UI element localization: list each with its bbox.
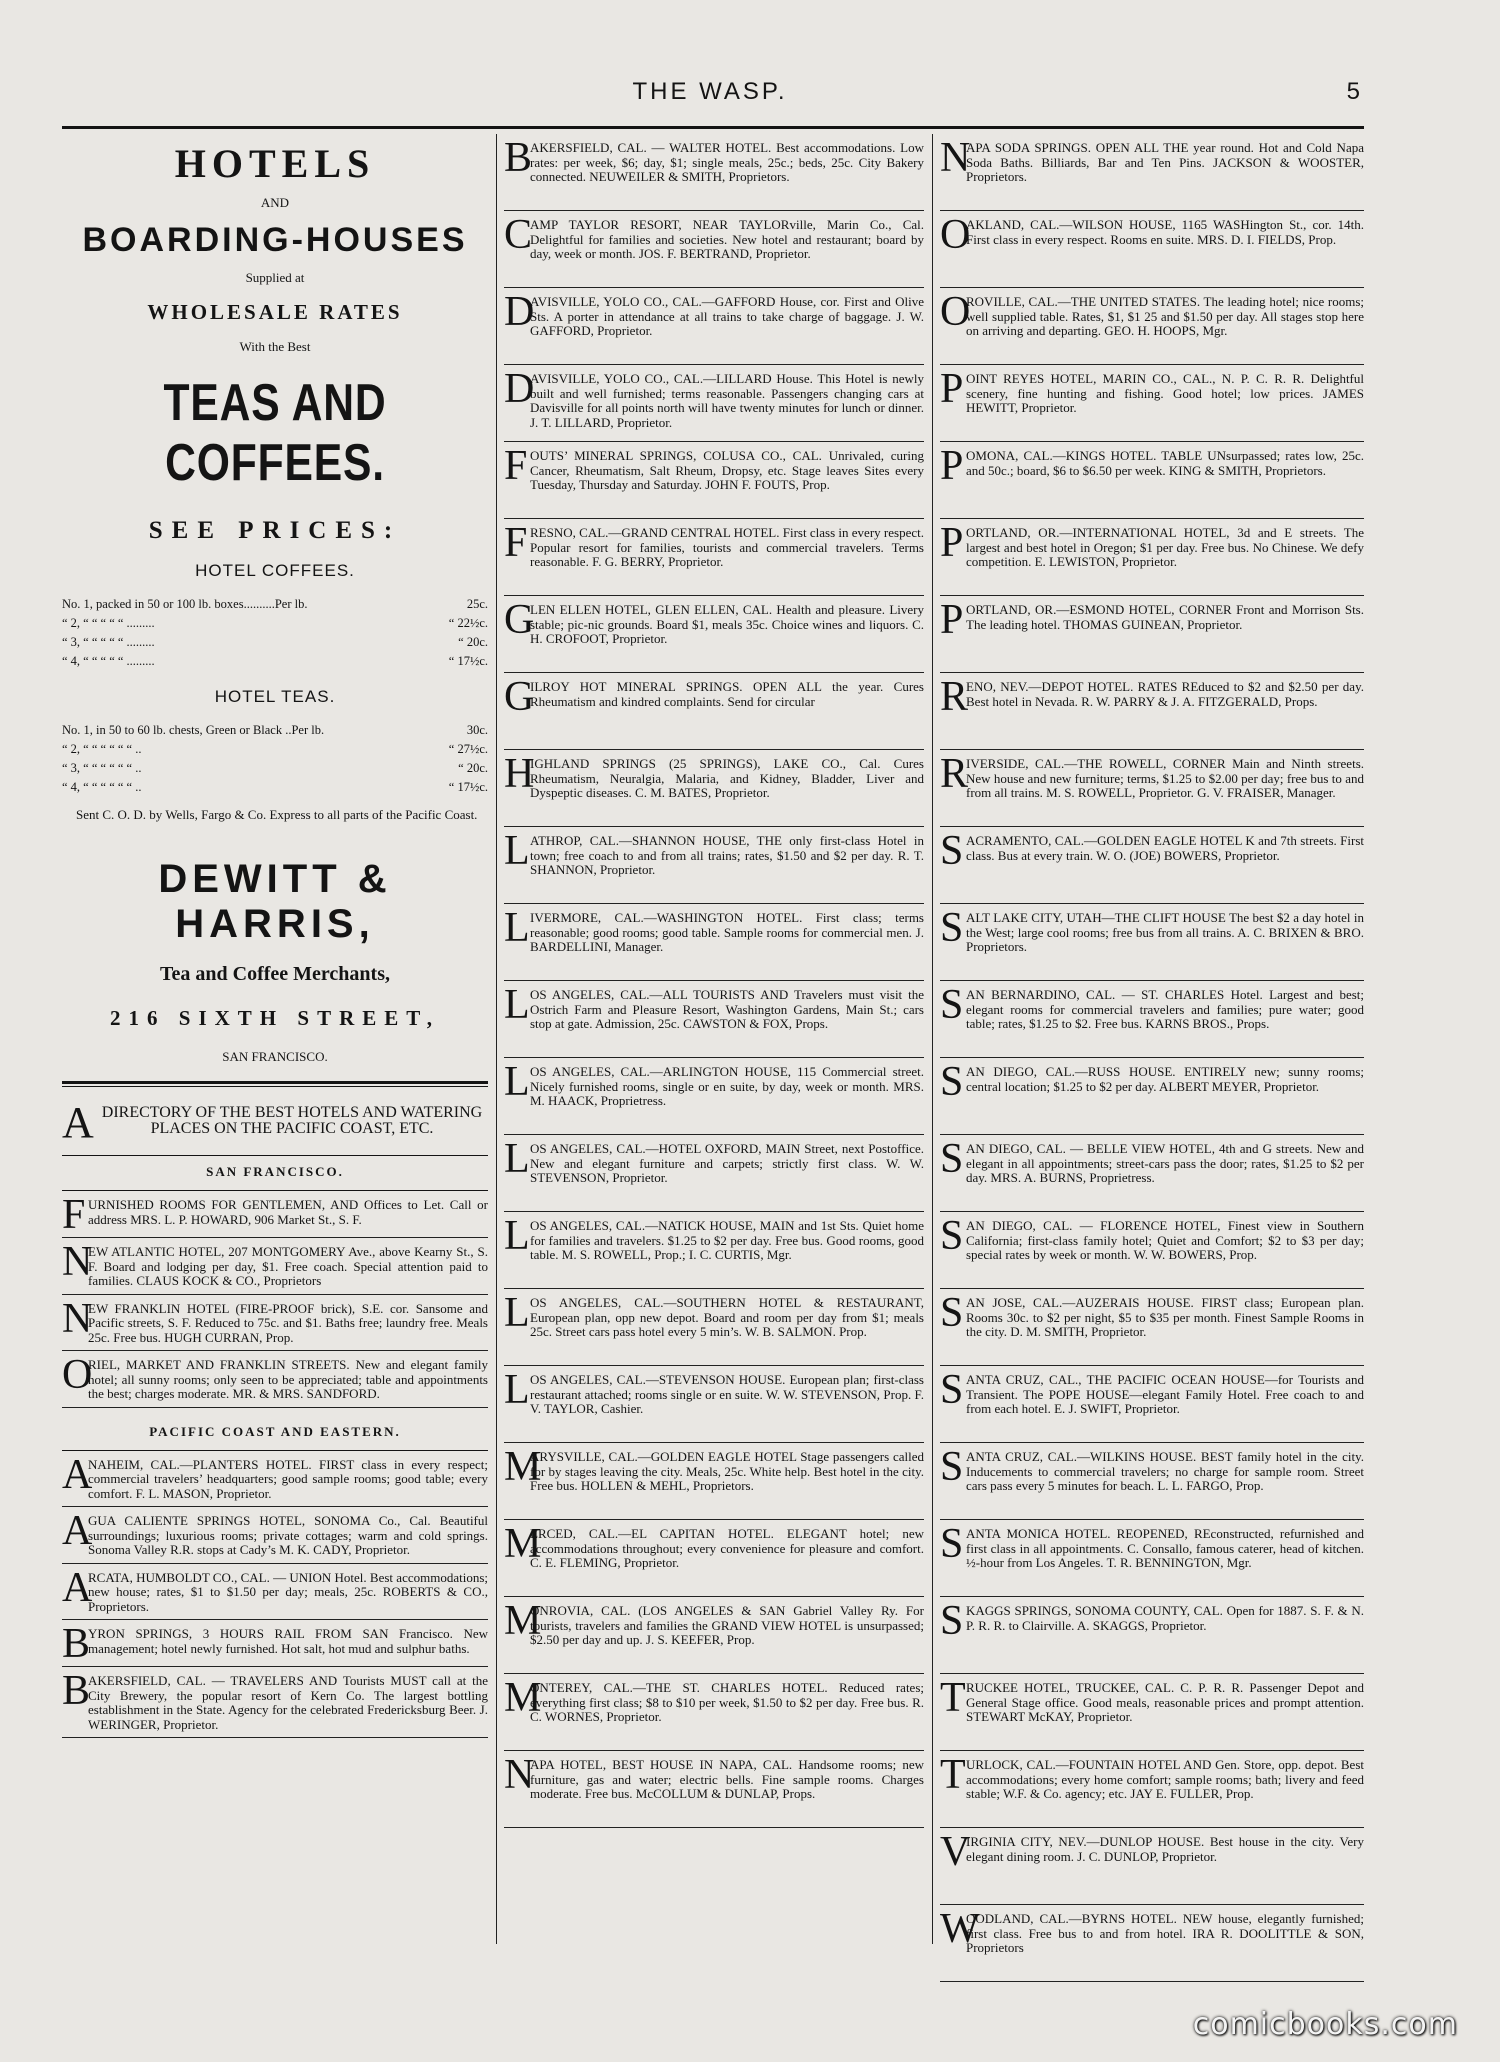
price-label: No. 1, packed in 50 or 100 lb. boxes..........Per lb.: [62, 597, 308, 611]
drop-cap: P: [940, 520, 964, 566]
listing-entry: [504, 981, 924, 1058]
listing-text: OS ANGELES, CAL.—SOUTHERN HOTEL & RESTAURANT, European plan, opp new depot. Board and room per day from $1; meals 25c. Street cars pass hotel every 5 min’s. W. B. SALMON. Prop.: [530, 1295, 924, 1339]
listing-text: ANTA MONICA HOTEL. REOPENED, REconstructed, refurnished and first class in all appointments. C. Consallo, famous caterer, head of kitchen. ½-hour from Los Angeles. T. R. BENNINGTON, Mgr.: [966, 1526, 1364, 1570]
listing-text: OS ANGELES, CAL.—HOTEL OXFORD, MAIN Street, next Postoffice. New and elegant furniture and carpets; strictly first class. W. W. STEVENSON, Proprietor.: [530, 1141, 924, 1185]
drop-cap: S: [940, 1367, 964, 1413]
drop-cap: L: [504, 1059, 530, 1105]
listing-text: ROVILLE, CAL.—THE UNITED STATES. The leading hotel; nice rooms; well supplied table. Rates, $1, $1 25 and $1.50 per day. All stages stop here on arriving and departing. GEO. H. HOOPS, Mgr.: [966, 294, 1364, 338]
teas-coffees-heading: TEAS AND COFFEES.: [163, 374, 387, 492]
listing-entry: [940, 1828, 1364, 1905]
listing-text: OS ANGELES, CAL.—ARLINGTON HOUSE, 115 Commercial street. Nicely furnished rooms, single or en suite, by day, week or month. MRS. M. HAACK, Proprietress.: [530, 1064, 924, 1108]
listing-text: ANTA CRUZ, CAL.—WILKINS HOUSE. BEST family hotel in the city. Inducements to commercial travelers; no charge for sample room. Street cars pass every 5 minutes for beach. L. L. FARGO, Prop.: [966, 1449, 1364, 1493]
listing-entry: [62, 1564, 488, 1621]
listing-text: IRGINIA CITY, NEV.—DUNLOP HOUSE. Best house in the city. Very elegant dining room. J. C. DUNLOP, Proprietor.: [966, 1834, 1364, 1864]
drop-cap: T: [940, 1675, 966, 1721]
price-value: 30c.: [466, 723, 488, 737]
drop-cap: S: [940, 1213, 964, 1259]
listing-entry: [940, 1751, 1364, 1828]
listing-text: AMP TAYLOR RESORT, NEAR TAYLORville, Marin Co., Cal. Delightful for families and societies. New hotel and restaurant; board by day, week or month. JOS. F. BERTRAND, Proprietor.: [530, 217, 924, 261]
price-row: [62, 759, 488, 778]
drop-cap: G: [504, 674, 535, 720]
sf-listings: [62, 1191, 488, 1408]
drop-cap: S: [940, 1290, 964, 1336]
listing-entry: [62, 1351, 488, 1408]
listing-entry: [62, 1620, 488, 1667]
listing-text: URLOCK, CAL.—FOUNTAIN HOTEL AND Gen. Store, opp. depot. Best accommodations; every home comfort; sample rooms; bath; livery and feed stable; W.F. & Co. agency; etc. JAY E. FULLER, Prop.: [966, 1757, 1364, 1801]
divider: [62, 1081, 488, 1084]
listing-entry: [940, 1212, 1364, 1289]
listing-entry: [940, 134, 1364, 211]
listing-entry: [940, 1520, 1364, 1597]
listing-entry: [940, 673, 1364, 750]
listing-text: OODLAND, CAL.—BYRNS HOTEL. NEW house, elegantly furnished; first class. Free bus to and from hotel. IRA R. DOOLITTLE & SON, Proprietors: [966, 1911, 1364, 1955]
listing-text: ACRAMENTO, CAL.—GOLDEN EAGLE HOTEL K and 7th streets. First class. Bus at every train. W. O. (JOE) BOWERS, Proprietor.: [966, 833, 1364, 863]
listing-entry: [62, 1451, 488, 1508]
listing-entry: [62, 1507, 488, 1564]
price-value: “ 20c.: [458, 761, 488, 775]
listing-text: AN DIEGO, CAL. — BELLE VIEW HOTEL, 4th and G streets. New and elegant in all appointments; street-cars pass the door; rates, $1.25 to $2 per day. MRS. A. BURNS, Proprietress.: [966, 1141, 1364, 1185]
listing-text: OMONA, CAL.—KINGS HOTEL. TABLE UNsurpassed; rates low, 25c. and 50c.; board, $6 to $6.50 per week. KING & SMITH, Proprietors.: [966, 448, 1364, 478]
drop-cap: M: [504, 1675, 542, 1721]
drop-cap: M: [504, 1598, 542, 1644]
drop-cap: L: [504, 982, 530, 1028]
listing-text: IVERMORE, CAL.—WASHINGTON HOTEL. First class; terms reasonable; good rooms; good table. Sample rooms for commercial men. J. BARDELLINI, Manager.: [530, 910, 924, 954]
drop-cap: O: [62, 1352, 93, 1398]
listing-entry: [504, 904, 924, 981]
teas-price-list: [62, 721, 488, 797]
listing-entry: [940, 365, 1364, 442]
drop-cap: S: [940, 1598, 964, 1644]
listing-entry: [62, 1191, 488, 1238]
listing-entry: [62, 1295, 488, 1352]
listing-text: ILROY HOT MINERAL SPRINGS. OPEN ALL the year. Cures Rheumatism and kindred complaints. Send for circular: [530, 679, 924, 709]
drop-cap: N: [504, 1752, 535, 1798]
price-value: “ 27½c.: [448, 742, 488, 756]
drop-cap: G: [504, 597, 535, 643]
listing-text: IVERSIDE, CAL.—THE ROWELL, CORNER Main and Ninth streets. New house and new furniture; terms, $1.25 to $2.00 per day; free bus to and from all trains. M. S. ROWELL, Proprietor. G. V. FRAISER, Manager.: [966, 756, 1364, 800]
drop-cap: S: [940, 982, 964, 1028]
listing-text: RCATA, HUMBOLDT CO., CAL. — UNION Hotel. Best accommodations; new house; rates, $1 to $1.50 per day; meals, 25c. ROBERTS & CO., Proprietors.: [88, 1569, 488, 1614]
drop-cap: A: [62, 1451, 93, 1498]
drop-cap: F: [504, 520, 528, 566]
price-label: “ 3, “ “ “ “ “ .........: [62, 635, 155, 649]
masthead: THE WASP.: [632, 78, 788, 105]
divider: [62, 1086, 488, 1087]
listing-entry: [504, 1058, 924, 1135]
drop-cap: L: [504, 1367, 530, 1413]
listing-entry: [504, 596, 924, 673]
drop-cap: D: [504, 289, 535, 335]
listing-entry: [940, 1905, 1364, 1982]
listing-text: AVISVILLE, YOLO CO., CAL.—LILLARD House. This Hotel is newly built and well furnished; terms reasonable. Passengers changing cars at Davisville for all points north will have twenty minutes for lunch or dinner. J. T. LILLARD, Proprietor.: [530, 371, 924, 430]
price-row: [62, 740, 488, 759]
listing-text: URNISHED ROOMS FOR GENTLEMEN, AND Offices to Let. Call or address MRS. L. P. HOWARD, 906 Market St., S. F.: [88, 1197, 488, 1227]
listing-text: EW ATLANTIC HOTEL, 207 MONTGOMERY Ave., above Kearny St., S. F. Board and lodging per day, $1. Free coach. Special attention paid to families. CLAUS KOCK & CO., Proprietors: [88, 1244, 488, 1288]
dewitt-harris-heading: DEWITT & HARRIS,: [158, 857, 392, 946]
sf-section-title: SAN FRANCISCO.: [206, 1164, 344, 1179]
listing-text: ERCED, CAL.—EL CAPITAN HOTEL. ELEGANT hotel; new accommodations throughout; every convenience for pleasure and comfort. C. E. FLEMING, Proprietor.: [530, 1526, 924, 1570]
drop-cap: L: [504, 905, 530, 951]
listing-entry: [940, 827, 1364, 904]
listing-entry: [940, 981, 1364, 1058]
divider: [62, 1155, 488, 1156]
listing-text: ONROVIA, CAL. (LOS ANGELES & SAN Gabriel Valley Ry. For tourists, travelers and families the GRAND VIEW HOTEL is unsurpassed; $2.50 per day and up. J. S. KEEFER, Prop.: [530, 1603, 924, 1647]
drop-cap: A: [62, 1564, 93, 1611]
drop-cap: S: [940, 828, 964, 874]
drop-cap: N: [940, 135, 971, 181]
listing-text: AN DIEGO, CAL. — FLORENCE HOTEL, Finest view in Southern California; first-class family hotel; Quiet and Comfort; $2 to $3 per day; special rates by week or month. W. W. BOWERS, Prop.: [966, 1218, 1364, 1262]
listing-text: ONTEREY, CAL.—THE ST. CHARLES HOTEL. Reduced rates; everything first class; $8 to $10 per week, $1.50 to $2 per day. Free bus. R. C. WORNES, Proprietor.: [530, 1680, 924, 1724]
listing-text: APA SODA SPRINGS. OPEN ALL THE year round. Hot and Cold Napa Soda Baths. Billiards, Bar and Ten Pins. JACKSON & WOOSTER, Proprietors.: [966, 140, 1364, 184]
listing-entry: [504, 827, 924, 904]
drop-cap: S: [940, 905, 964, 951]
listing-entry: [504, 750, 924, 827]
listing-text: OS ANGELES, CAL.—STEVENSON HOUSE. European plan; first-class restaurant attached; rooms single or en suite. W. W. STEVENSON, Prop. F. V. TAYLOR, Cashier.: [530, 1372, 924, 1416]
listing-text: RUCKEE HOTEL, TRUCKEE, CAL. C. P. R. R. Passenger Depot and General Stage office. Good meals, reasonable prices and prompt attention. STEWART McKAY, Proprietor.: [966, 1680, 1364, 1724]
drop-cap: P: [940, 597, 964, 643]
drop-cap: B: [62, 1668, 91, 1714]
listing-entry: [504, 1289, 924, 1366]
watermark: comicbooks.com: [1192, 2007, 1458, 2042]
listing-entry: [504, 134, 924, 211]
listing-entry: [940, 750, 1364, 827]
hotels-heading: HOTELS: [174, 141, 376, 186]
header-rule: [62, 126, 1364, 129]
listing-entry: [504, 288, 924, 365]
price-label: “ 2, “ “ “ “ “ “ ..: [62, 742, 142, 756]
listing-entry: [504, 1443, 924, 1520]
listing-entry: [504, 442, 924, 519]
listing-entry: [62, 1238, 488, 1295]
and-text: AND: [260, 195, 290, 210]
drop-cap: L: [504, 1290, 530, 1336]
price-row: [62, 595, 488, 614]
listing-text: AKERSFIELD, CAL. — WALTER HOTEL. Best accommodations. Low rates: per week, $6; day, $1; single meals, 25c.; beds, 25c. City Bakery connected. NEUWEILER & SMITH, Proprietors.: [530, 140, 924, 184]
drop-cap: S: [940, 1444, 964, 1490]
price-value: “ 17½c.: [448, 780, 488, 794]
drop-cap: C: [504, 212, 533, 258]
listing-entry: [504, 1597, 924, 1674]
listing-entry: [940, 1135, 1364, 1212]
price-value: 25c.: [466, 597, 488, 611]
teas-title: HOTEL TEAS.: [214, 687, 336, 706]
listing-entry: [504, 365, 924, 442]
supplied-text: Supplied at: [245, 270, 305, 285]
drop-cap: L: [504, 1213, 530, 1259]
drop-cap: S: [940, 1059, 964, 1105]
drop-cap: B: [504, 135, 533, 181]
listing-text: ORTLAND, OR.—INTERNATIONAL HOTEL, 3d and E streets. The largest and best hotel in Oregon; $1 per day. Free bus. No Chinese. We defy competition. E. LEWISTON, Proprietor.: [966, 525, 1364, 569]
column-divider: [496, 134, 497, 1944]
listing-entry: [940, 519, 1364, 596]
listing-text: APA HOTEL, BEST HOUSE IN NAPA, CAL. Handsome rooms; new furniture, gas and water; electric bells. Fine sample rooms. Charges moderate. Free bus. McCOLLUM & DUNLAP, Props.: [530, 1757, 924, 1801]
listing-text: OINT REYES HOTEL, MARIN CO., CAL., N. P. C. R. R. Delightful scenery, fine hunting and fishing. Good hotel; low prices. JAMES HEWITT, Proprietor.: [966, 371, 1364, 415]
listing-text: ENO, NEV.—DEPOT HOTEL. RATES REduced to $2 and $2.50 per day. Best hotel in Nevada. R. W. PARRY & J. A. FITZGERALD, Props.: [966, 679, 1364, 709]
listing-text: YRON SPRINGS, 3 HOURS RAIL FROM SAN Francisco. New management; hotel newly furnished. Hot salt, hot mud and sulphur baths.: [88, 1626, 488, 1656]
drop-cap: N: [62, 1295, 93, 1342]
listing-text: AN DIEGO, CAL.—RUSS HOUSE. ENTIRELY new; sunny rooms; central location; $1.25 to $2 per day. ALBERT MEYER, Proprietor.: [966, 1064, 1364, 1094]
drop-cap: V: [940, 1829, 971, 1875]
city-text: SAN FRANCISCO.: [222, 1049, 328, 1064]
price-row: [62, 614, 488, 633]
listing-text: AN JOSE, CAL.—AUZERAIS HOUSE. FIRST class; European plan. Rooms 30c. to $2 per night, $5 to $35 per month. Finest Sample Rooms in the city. D. M. SMITH, Proprietor.: [966, 1295, 1364, 1339]
drop-cap: D: [504, 366, 535, 412]
drop-cap: N: [62, 1239, 93, 1285]
drop-cap: W: [940, 1906, 980, 1952]
listing-entry: [504, 1366, 924, 1443]
price-label: “ 4, “ “ “ “ “ .........: [62, 654, 155, 668]
listing-entry: [940, 1674, 1364, 1751]
listing-text: NAHEIM, CAL.—PLANTERS HOTEL. FIRST class in every respect; commercial travelers’ headquarters; good sample rooms; good table; every comfort. F. L. MASON, Proprietor.: [88, 1456, 488, 1501]
drop-cap: L: [504, 1136, 530, 1182]
price-row: [62, 721, 488, 740]
listing-text: ANTA CRUZ, CAL., THE PACIFIC OCEAN HOUSE—for Tourists and Transient. The POPE HOUSE—elegant Family Hotel. Free coach to and from each hotel. E. J. SWIFT, Proprietor.: [966, 1372, 1364, 1416]
listing-text: RIEL, MARKET AND FRANKLIN STREETS. New and elegant family hotel; all sunny rooms; only seen to be appreciated; table and appointments the best; charges moderate. MR. & MRS. SANDFORD.: [88, 1357, 488, 1401]
wholesale-heading: WHOLESALE RATES: [147, 300, 403, 324]
cod-note: Sent C. O. D. by Wells, Fargo & Co. Express to all parts of the Pacific Coast.: [76, 807, 478, 822]
middle-column: [504, 134, 924, 1944]
drop-cap: L: [504, 828, 530, 874]
price-value: “ 22½c.: [448, 616, 488, 630]
drop-cap: A: [62, 1098, 94, 1147]
listing-entry: [940, 1443, 1364, 1520]
price-row: [62, 652, 488, 671]
listing-text: RESNO, CAL.—GRAND CENTRAL HOTEL. First class in every respect. Popular resort for families, tourists and commercial travelers. Terms reasonable. F. G. BERRY, Proprietor.: [530, 525, 924, 569]
drop-cap: P: [940, 443, 964, 489]
price-value: “ 17½c.: [448, 654, 488, 668]
listing-text: AN BERNARDINO, CAL. — ST. CHARLES Hotel. Largest and best; elegant rooms for commercial travelers and families; pure water; good table; rates, $1.25 to $2. Free bus. KARNS BROS., Props.: [966, 987, 1364, 1031]
listing-entry: [504, 1520, 924, 1597]
listing-entry: [940, 1597, 1364, 1674]
drop-cap: A: [62, 1508, 93, 1554]
listing-text: AKERSFIELD, CAL. — TRAVELERS AND Tourists MUST call at the City Brewery, the popular resort of Kern Co. The largest bottling establishment in the State. Agency for the celebrated Fredericksburg Beer. J. WERINGER, Proprietor.: [88, 1673, 488, 1732]
listing-entry: [504, 519, 924, 596]
listing-entry: [940, 1289, 1364, 1366]
drop-cap: S: [940, 1521, 964, 1567]
listing-entry: [940, 288, 1364, 365]
price-label: “ 4, “ “ “ “ “ “ ..: [62, 780, 142, 794]
see-prices-heading: SEE PRICES:: [148, 517, 402, 544]
right-column: [940, 134, 1364, 1955]
listing-text: GUA CALIENTE SPRINGS HOTEL, SONOMA Co., Cal. Beautiful surroundings; luxurious rooms; private cottages; warm and cold springs. Sonoma Valley R.R. stops at Cady’s M. K. CADY, Proprietor.: [88, 1513, 488, 1557]
drop-cap: M: [504, 1521, 542, 1567]
drop-cap: R: [940, 674, 969, 720]
price-label: No. 1, in 50 to 60 lb. chests, Green or Black ..Per lb.: [62, 723, 325, 737]
listing-entry: [504, 1751, 924, 1828]
listing-text: IGHLAND SPRINGS (25 SPRINGS), LAKE CO., Cal. Cures Rheumatism, Neuralgia, Malaria, and Kidney, Bladder, Liver and Dyspeptic diseases. C. M. BATES, Proprietor.: [530, 756, 924, 800]
with-best-text: With the Best: [239, 339, 311, 354]
listing-entry: [504, 211, 924, 288]
listing-entry: [940, 596, 1364, 673]
listing-entry: [504, 1135, 924, 1212]
column-divider: [932, 134, 933, 1944]
drop-cap: M: [504, 1444, 542, 1490]
drop-cap: O: [940, 212, 971, 258]
directory-heading: [62, 1098, 488, 1147]
drop-cap: F: [504, 443, 528, 489]
listing-entry: [940, 211, 1364, 288]
directory-text: DIRECTORY OF THE BEST HOTELS AND WATERING PLACES ON THE PACIFIC COAST, ETC.: [101, 1104, 483, 1137]
price-row: [62, 633, 488, 652]
drop-cap: R: [940, 751, 969, 797]
coffees-title: HOTEL COFFEES.: [195, 561, 355, 580]
listing-text: KAGGS SPRINGS, SONOMA COUNTY, CAL. Open for 1887. S. F. & N. P. R. R. to Clairville. A. SKAGGS, Proprietor.: [966, 1603, 1364, 1633]
listing-text: AVISVILLE, YOLO CO., CAL.—GAFFORD House, cor. First and Olive Sts. A porter in attendance at all trains to take charge of baggage. J. W. GAFFORD, Proprietor.: [530, 294, 924, 338]
left-column: [62, 134, 488, 1944]
price-label: “ 2, “ “ “ “ “ .........: [62, 616, 155, 630]
boarding-heading: BOARDING-HOUSES: [82, 221, 468, 259]
drop-cap: B: [62, 1621, 91, 1667]
coffees-price-list: [62, 595, 488, 671]
listing-text: LEN ELLEN HOTEL, GLEN ELLEN, CAL. Health and pleasure. Livery stable; pic-nic grounds. Board $1, meals 35c. Choice wines and liquors. C. H. CROFOOT, Proprietor.: [530, 602, 924, 646]
listing-entry: [504, 1212, 924, 1289]
listing-entry: [940, 1058, 1364, 1135]
drop-cap: S: [940, 1136, 964, 1182]
listing-text: ATHROP, CAL.—SHANNON HOUSE, THE only first-class Hotel in town; free coach to and from all trains; rates, $1.50 and $2 per day. R. T. SHANNON, Proprietor.: [530, 833, 924, 877]
price-row: [62, 778, 488, 797]
listing-text: ARYSVILLE, CAL.—GOLDEN EAGLE HOTEL Stage passengers called for by stages leaving the city. Meals, 25c. White help. Best hotel in the city. Free bus. HOLLEN & MEHL, Proprietors.: [530, 1449, 924, 1493]
street-address: 216 SIXTH STREET,: [110, 1006, 440, 1030]
pc-section-title: PACIFIC COAST AND EASTERN.: [149, 1423, 401, 1439]
listing-entry: [940, 904, 1364, 981]
listing-entry: [504, 1674, 924, 1751]
listing-text: AKLAND, CAL.—WILSON HOUSE, 1165 WASHington St., cor. 14th. First class in every respect. Rooms en suite. MRS. D. I. FIELDS, Prop.: [966, 217, 1364, 247]
listing-entry: [940, 1366, 1364, 1443]
listing-entry: [940, 442, 1364, 519]
merchants-text: Tea and Coffee Merchants,: [160, 963, 390, 985]
listing-text: OS ANGELES, CAL.—NATICK HOUSE, MAIN and 1st Sts. Quiet home for families and travelers. $1.25 to $2 per day. Free bus. Good rooms, good table. M. S. ROWELL, Prop.; I. C. CURTIS, Mgr.: [530, 1218, 924, 1262]
listing-text: ORTLAND, OR.—ESMOND HOTEL, CORNER Front and Morrison Sts. The leading hotel. THOMAS GUINEAN, Proprietor.: [966, 602, 1364, 632]
page-header: [60, 78, 1360, 108]
listing-entry: [504, 673, 924, 750]
listing-text: ALT LAKE CITY, UTAH—THE CLIFT HOUSE The best $2 a day hotel in the West; large cool rooms; free bus from all trains. A. C. BRIXEN & BRO. Proprietors.: [966, 910, 1364, 954]
listing-text: OUTS’ MINERAL SPRINGS, COLUSA CO., CAL. Unrivaled, curing Cancer, Rheumatism, Salt Rheum, Dropsy, etc. Stage leaves Sites every Tuesday, Thursday and Saturday. JOHN F. FOUTS, Prop.: [530, 448, 924, 492]
pc-listings: [62, 1451, 488, 1739]
listing-text: EW FRANKLIN HOTEL (FIRE-PROOF brick), S.E. cor. Sansome and Pacific streets, S. F. Reduced to 75c. and $1. Baths free; laundry free. Meals 25c. Free bus. HUGH CURRAN, Prop.: [88, 1300, 488, 1345]
drop-cap: F: [62, 1192, 86, 1238]
price-label: “ 3, “ “ “ “ “ “ ..: [62, 761, 142, 775]
page-number: 5: [1346, 78, 1360, 105]
drop-cap: P: [940, 366, 964, 412]
listing-text: OS ANGELES, CAL.—ALL TOURISTS AND Travelers must visit the Ostrich Farm and Pleasure Resort, Washington Gardens, Main St.; cars stop at gate. Admission, 25c. CAWSTON & FOX, Props.: [530, 987, 924, 1031]
price-value: “ 20c.: [458, 635, 488, 649]
drop-cap: T: [940, 1752, 966, 1798]
drop-cap: O: [940, 289, 971, 335]
listing-entry: [62, 1667, 488, 1738]
drop-cap: H: [504, 751, 535, 797]
